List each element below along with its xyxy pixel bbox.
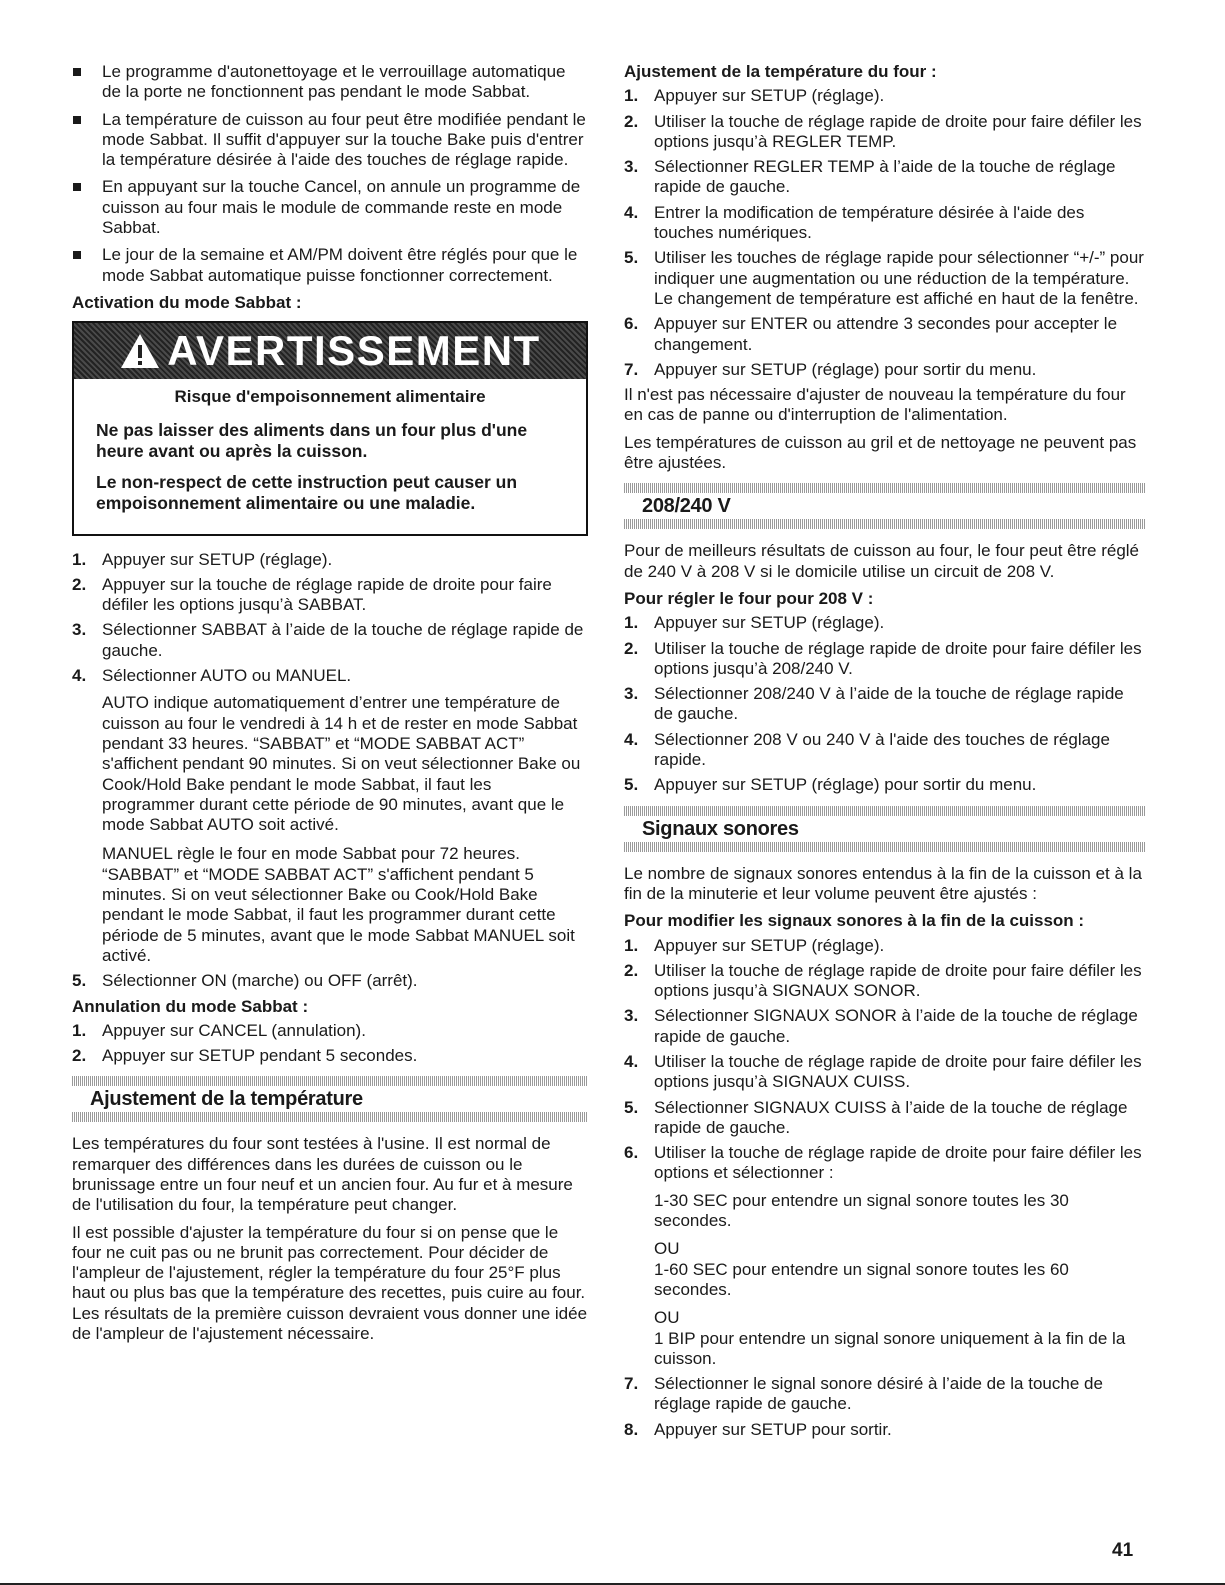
list-item: 6. Utiliser la touche de réglage rapide de droite pour faire défiler les options et sélectionner : 1-30 SEC pour entendre un signal sonore toutes les 30 secondes. OU 1-60 SEC pour entendre un signal sonore toutes les 60 secondes. OU 1 BIP pour entendre un signal sonore uniquement à la fin de la cuisson. bbox=[624, 1143, 1145, 1369]
list-item: 3. Sélectionner SABBAT à l’aide de la touche de réglage rapide de gauche. bbox=[72, 620, 584, 660]
list-item: 4. Sélectionner 208 V ou 240 V à l'aide des touches de réglage rapide. bbox=[624, 729, 1110, 770]
warning-box bbox=[72, 321, 588, 535]
list-item: 3. Sélectionner REGLER TEMP à l’aide de la touche de réglage rapide de gauche. bbox=[624, 157, 1116, 197]
activation-heading: Activation du mode Sabbat : bbox=[72, 292, 302, 312]
sound-heading: Pour modifier les signaux sonores à la fin de la cuisson : bbox=[624, 911, 1085, 931]
list-item: 2. Utiliser la touche de réglage rapide de droite pour faire défiler les options jusqu’à 208/240 V. bbox=[624, 638, 1142, 678]
temp-paragraph-2: Il est possible d'ajuster la température du four si on pense que le four ne cuit pas ou ne brunit pas correctement. Pour décider de l'ampleur de l'ajustement, régler la température du four 25°F plus haut ou plus bas que la température des recettes, puis cuire au four. Les résultats de la première cuisson devraient vous donner une idée de l'ampleur de l'ajustement nécessaire. bbox=[72, 1222, 588, 1344]
voltage-paragraph: Pour de meilleurs résultats de cuisson au four, le four peut être réglé de 240 V à 208 V si le domicile utilise un circuit de 208 V. bbox=[624, 541, 1140, 581]
warning-text-2: Le non-respect de cette instruction peut causer un empoisonnement alimentaire ou une maladie. bbox=[96, 471, 518, 513]
list-item: 2. Utiliser la touche de réglage rapide de droite pour faire défiler les options jusqu’à SIGNAUX SONOR. bbox=[624, 960, 1142, 1001]
list-item: 1. Appuyer sur CANCEL (annulation). bbox=[72, 1020, 366, 1040]
bullet-square-icon bbox=[73, 68, 81, 76]
list-item: 6. Appuyer sur ENTER ou attendre 3 secondes pour accepter le changement. bbox=[624, 314, 1118, 354]
bullet-square-icon bbox=[73, 116, 81, 124]
list-item: 7. Appuyer sur SETUP (réglage) pour sortir du menu. bbox=[624, 359, 1037, 379]
warning-triangle-icon bbox=[119, 332, 161, 370]
list-item: 3. Sélectionner SIGNAUX SONOR à l’aide de la touche de réglage rapide de gauche. bbox=[624, 1006, 1138, 1046]
list-item: 1. Appuyer sur SETUP (réglage). bbox=[624, 86, 885, 106]
list-item: 7. Sélectionner le signal sonore désiré à l’aide de la touche de réglage rapide de gauche. bbox=[624, 1374, 1103, 1414]
warning-band bbox=[74, 323, 586, 379]
annulation-steps bbox=[72, 1021, 588, 1067]
temp-paragraph-1: Les températures du four sont testées à l'usine. Il est normal de remarquer des différences dans les durées de cuisson ou le brunissage entre un four neuf et un ancien four. Au fur et à mesure de l'utilisation du four, la température peut changer. bbox=[72, 1134, 573, 1215]
sound-paragraph: Le nombre de signaux sonores entendus à la fin de la cuisson et à la fin de la minuterie et leur volume peuvent être ajustés : bbox=[624, 863, 1142, 903]
section-title: Signaux sonores bbox=[642, 817, 799, 840]
list-item: Le programme d'autonettoyage et le verrouillage automatique de la porte ne fonctionnent pas pendant le mode Sabbat. bbox=[72, 62, 588, 103]
warning-title: AVERTISSEMENT bbox=[167, 327, 541, 375]
warning-subtitle: Risque d'empoisonnement alimentaire bbox=[174, 387, 486, 407]
oven-temp-note-1: Il n'est pas nécessaire d'ajuster de nouveau la température du four en cas de panne ou d'interruption de l'alimentation. bbox=[624, 385, 1126, 425]
section-temperature bbox=[72, 1076, 588, 1122]
list-item: Le jour de la semaine et AM/PM doivent être réglés pour que le mode Sabbat automatique puisse fonctionner correctement. bbox=[72, 245, 588, 286]
list-item: 3. Sélectionner 208/240 V à l’aide de la touche de réglage rapide de gauche. bbox=[624, 684, 1124, 724]
or-label: OU bbox=[654, 1239, 680, 1259]
list-item: 5. Utiliser les touches de réglage rapide pour sélectionner “+/-” pour indiquer une augmentation ou une réduction de la température. Le changement de température est affiché en haut de la fenêtre. bbox=[624, 248, 1144, 308]
page-number: 41 bbox=[1112, 1540, 1134, 1561]
oven-temp-heading: Ajustement de la température du four : bbox=[624, 62, 937, 81]
section-rule bbox=[624, 806, 1145, 816]
auto-description: AUTO indique automatiquement d’entrer une température de cuisson au four le vendredi à 14 h et de rester en mode Sabbat pendant 33 heures. “SABBAT” et “MODE SABBAT ACT” s'affichent pendant 90 minutes. Si on veut sélectionner Bake ou Cook/Hold Bake pendant le mode Sabbat, il faut les programmer durant cette période de 90 minutes, avant que le mode Sabbat AUTO soit activé. bbox=[102, 693, 581, 835]
list-item: 4. Entrer la modification de température désirée à l'aide des touches numériques. bbox=[624, 202, 1085, 243]
option-3: 1 BIP pour entendre un signal sonore uniquement à la fin de la cuisson. bbox=[654, 1328, 1126, 1368]
list-item: 2. Appuyer sur la touche de réglage rapide de droite pour faire défiler les options jusqu’à SABBAT. bbox=[72, 574, 552, 615]
list-item: 1. Appuyer sur SETUP (réglage). bbox=[624, 935, 885, 955]
section-title: Ajustement de la température bbox=[90, 1088, 363, 1111]
left-column bbox=[72, 62, 588, 1351]
right-column bbox=[624, 62, 1145, 1445]
bullet-square-icon bbox=[73, 183, 81, 191]
list-item: 2. Utiliser la touche de réglage rapide de droite pour faire défiler les options jusqu’à REGLER TEMP. bbox=[624, 111, 1142, 151]
manuel-description: MANUEL règle le four en mode Sabbat pour 72 heures. “SABBAT” et “MODE SABBAT ACT” s'affichent pendant 5 minutes. Si on veut sélectionner Bake ou Cook/Hold Bake pendant le mode Sabbat, il faut les programmer durant cette période de 5 minutes, avant que le mode Sabbat MANUEL soit activé. bbox=[102, 844, 575, 965]
sound-steps bbox=[624, 936, 1145, 1441]
section-rule bbox=[72, 1112, 588, 1122]
or-label: OU bbox=[654, 1308, 680, 1328]
section-rule bbox=[72, 1076, 588, 1086]
list-item: 2. Appuyer sur SETUP pendant 5 secondes. bbox=[72, 1046, 418, 1066]
option-1: 1-30 SEC pour entendre un signal sonore toutes les 30 secondes. bbox=[654, 1190, 1069, 1231]
list-item: En appuyant sur la touche Cancel, on annule un programme de cuisson au four mais le module de commande reste en mode Sabbat. bbox=[72, 177, 588, 238]
activation-steps bbox=[72, 550, 588, 992]
voltage-heading: Pour régler le four pour 208 V : bbox=[624, 588, 874, 608]
section-voltage bbox=[624, 483, 1145, 529]
list-item: 5. Sélectionner SIGNAUX CUISS à l’aide de la touche de réglage rapide de gauche. bbox=[624, 1097, 1128, 1137]
list-item: 4. Sélectionner AUTO ou MANUEL. AUTO indique automatiquement d’entrer une température de cuisson au four le vendredi à 14 h et de rester en mode Sabbat pendant 33 heures. “SABBAT” et “MODE SABBAT ACT” s'affichent pendant 90 minutes. Si on veut sélectionner Bake ou Cook/Hold Bake pendant le mode Sabbat, il faut les programmer durant cette période de 90 minutes, avant que le mode Sabbat AUTO soit activé. MANUEL règle le four en mode Sabbat pour 72 heures. “SABBAT” et “MODE SABBAT ACT” s'affichent pendant 5 minutes. Si on veut sélectionner Bake ou Cook/Hold Bake pendant le mode Sabbat, il faut les programmer durant cette période de 5 minutes, avant que le mode Sabbat MANUEL soit activé. bbox=[72, 666, 588, 966]
section-sounds bbox=[624, 806, 1145, 852]
list-item: 5. Appuyer sur SETUP (réglage) pour sortir du menu. bbox=[624, 775, 1037, 795]
list-item: 5. Sélectionner ON (marche) ou OFF (arrêt). bbox=[72, 971, 418, 991]
list-item: 1. Appuyer sur SETUP (réglage). bbox=[624, 613, 885, 633]
list-item: 8. Appuyer sur SETUP pour sortir. bbox=[624, 1419, 892, 1439]
list-item: La température de cuisson au four peut être modifiée pendant le mode Sabbat. Il suffit d'appuyer sur la touche Bake puis d'entrer la température désirée à l'aide des touches de réglage rapide. bbox=[72, 110, 588, 171]
voltage-steps bbox=[624, 613, 1145, 795]
annulation-heading: Annulation du mode Sabbat : bbox=[72, 996, 309, 1016]
oven-temp-steps bbox=[624, 86, 1145, 380]
section-title: 208/240 V bbox=[642, 495, 731, 518]
bullet-square-icon bbox=[73, 251, 81, 259]
list-item: 1. Appuyer sur SETUP (réglage). bbox=[72, 549, 333, 569]
section-rule bbox=[624, 483, 1145, 493]
oven-temp-note-2: Les températures de cuisson au gril et de nettoyage ne peuvent pas être ajustées. bbox=[624, 432, 1137, 473]
warning-text-1: Ne pas laisser des aliments dans un four plus d'une heure avant ou après la cuisson. bbox=[96, 419, 528, 461]
sabbat-notes-list bbox=[72, 62, 588, 286]
section-rule bbox=[624, 519, 1145, 529]
option-2: 1-60 SEC pour entendre un signal sonore toutes les 60 secondes. bbox=[654, 1259, 1069, 1299]
section-rule bbox=[624, 842, 1145, 852]
list-item: 4. Utiliser la touche de réglage rapide de droite pour faire défiler les options jusqu’à SIGNAUX CUISS. bbox=[624, 1051, 1142, 1092]
